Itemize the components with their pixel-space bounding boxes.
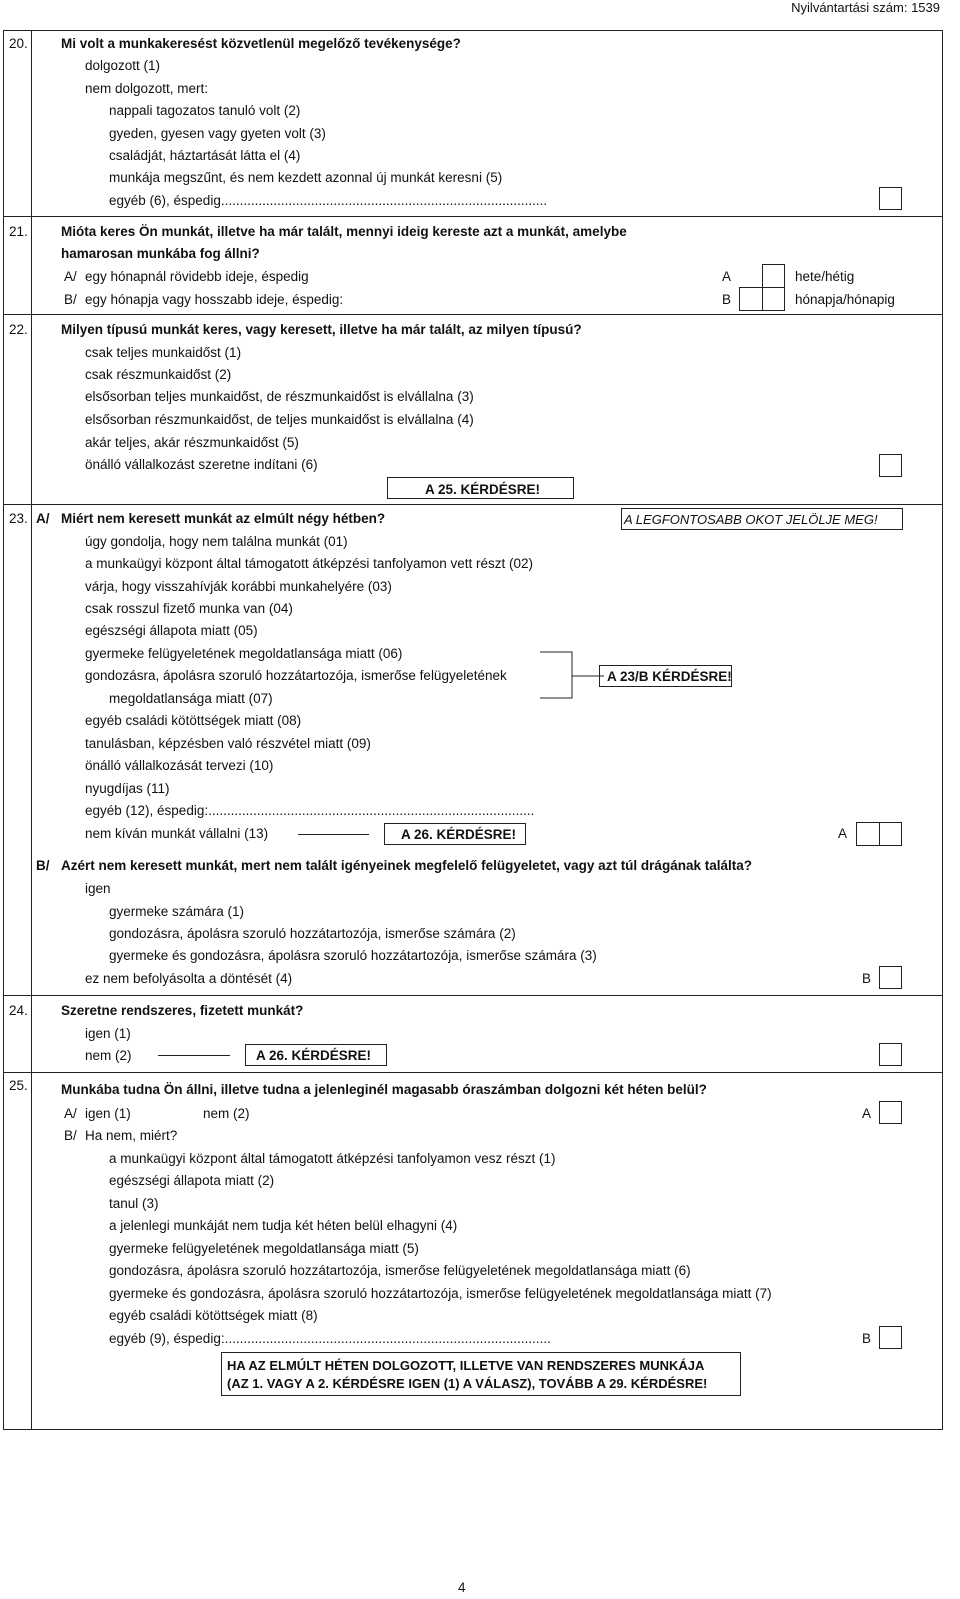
q25-b-option: gyermeke és gondozásra, ápolásra szoruló hozzátartozója, ismerőse felügyeletének megoldatlansága miatt (7) bbox=[109, 1286, 772, 1301]
q25-b-option: egyéb családi kötöttségek miatt (8) bbox=[109, 1308, 318, 1323]
q22-option: csak teljes munkaidőst (1) bbox=[85, 345, 242, 360]
q23-a-title: Miért nem keresett munkát az elmúlt négy hétben? bbox=[61, 511, 386, 526]
registry-number: Nyilvántartási szám: 1539 bbox=[791, 0, 940, 15]
q22-option: csak részmunkaidőst (2) bbox=[85, 367, 232, 382]
q25-final-note-line2: (AZ 1. VAGY A 2. KÉRDÉSRE IGEN (1) A VÁLASZ), TOVÁBB A 29. KÉRDÉSRE! bbox=[227, 1376, 708, 1391]
q23-option: nyugdíjas (11) bbox=[85, 781, 170, 796]
q25-b-option: egészségi állapota miatt (2) bbox=[109, 1173, 275, 1188]
q23-b-title: Azért nem keresett munkát, mert nem talált igényeinek megfelelő felügyeletet, vagy azt túl drágának találta? bbox=[61, 858, 752, 873]
q23-number: 23. bbox=[9, 511, 28, 526]
q23-a-box-2[interactable] bbox=[879, 822, 902, 846]
q23-b-option: gyermeke számára (1) bbox=[109, 904, 245, 919]
q25-a-prefix: A/ bbox=[64, 1106, 77, 1121]
q24-title: Szeretne rendszeres, fizetett munkát? bbox=[61, 1003, 304, 1018]
q25-a-box[interactable] bbox=[879, 1101, 902, 1124]
q20-option: családját, háztartását látta el (4) bbox=[109, 148, 301, 163]
q21-b-prefix: B/ bbox=[64, 292, 77, 307]
q22-option: elsősorban teljes munkaidőst, de részmunkaidőst is elvállalna (3) bbox=[85, 389, 474, 404]
q23-option: a munkaügyi központ által támogatott átképzési tanfolyamon vett részt (02) bbox=[85, 556, 533, 571]
q21-b-text: egy hónapja vagy hosszabb ideje, éspedig: bbox=[85, 292, 344, 307]
q23-b-prefix: B/ bbox=[36, 858, 50, 873]
q25-final-note-line1: HA AZ ELMÚLT HÉTEN DOLGOZOTT, ILLETVE VAN RENDSZERES MUNKÁJA bbox=[227, 1358, 705, 1373]
divider-23-24 bbox=[3, 995, 943, 996]
q25-a-yes: igen (1) bbox=[85, 1106, 131, 1121]
q24-number: 24. bbox=[9, 1003, 28, 1018]
q22-title: Milyen típusú munkát keres, vagy keresett, illetve ha már talált, az milyen típusú? bbox=[61, 322, 582, 337]
q21-a-unit: hete/hétig bbox=[795, 269, 855, 284]
q23-option: tanulásban, képzésben való részvétel miatt (09) bbox=[85, 736, 371, 751]
q25-a-no: nem (2) bbox=[203, 1106, 250, 1121]
q25-number: 25. bbox=[9, 1078, 28, 1093]
q23-b-box[interactable] bbox=[879, 966, 902, 989]
q20-answer-box[interactable] bbox=[879, 187, 902, 210]
q23-option: csak rosszul fizető munka van (04) bbox=[85, 601, 293, 616]
divider-21-22 bbox=[3, 314, 943, 315]
q22-number: 22. bbox=[9, 322, 28, 337]
q21-a-text: egy hónapnál rövidebb ideje, éspedig bbox=[85, 269, 309, 284]
q20-number: 20. bbox=[9, 36, 28, 51]
q20-option: egyéb (6), éspedig....................................................................................... bbox=[109, 193, 548, 208]
q23-a-prefix: A/ bbox=[36, 511, 50, 526]
q23-b-option: ez nem befolyásolta a döntését (4) bbox=[85, 971, 293, 986]
q21-title-line2: hamarosan munkába fog állni? bbox=[61, 246, 260, 261]
q23-a-code: A bbox=[838, 826, 848, 841]
q25-b-option: egyéb (9), éspedig:....................................................................................... bbox=[109, 1331, 551, 1346]
q21-number: 21. bbox=[9, 224, 28, 239]
q23-option: egyéb (12), éspedig:....................................................................................... bbox=[85, 803, 535, 818]
q25-b-option: a munkaügyi központ által támogatott átképzési tanfolyamon vesz részt (1) bbox=[109, 1151, 556, 1166]
q24-option: nem (2) bbox=[85, 1048, 132, 1063]
q25-b-option: tanul (3) bbox=[109, 1196, 159, 1211]
q25-a-code: A bbox=[862, 1106, 872, 1121]
q21-a-box[interactable] bbox=[762, 264, 785, 288]
q22-option: elsősorban részmunkaidőst, de teljes munkaidőst is elvállalna (4) bbox=[85, 412, 474, 427]
q23-b-option: igen bbox=[85, 881, 111, 896]
q25-b-prefix: B/ bbox=[64, 1128, 77, 1143]
q22-option: akár teljes, akár részmunkaidőst (5) bbox=[85, 435, 299, 450]
q24-arrow-line bbox=[158, 1055, 230, 1056]
q23-b-code: B bbox=[862, 971, 872, 986]
q25-title: Munkába tudna Ön állni, illetve tudna a jelenleginél magasabb óraszámban dolgozni két héten belül? bbox=[61, 1082, 707, 1097]
divider-20-21 bbox=[3, 216, 943, 217]
q20-title: Mi volt a munkakeresést közvetlenül megelőző tevékenysége? bbox=[61, 36, 461, 51]
q25-b-title: Ha nem, miért? bbox=[85, 1128, 178, 1143]
q23-13-arrow-line bbox=[298, 834, 369, 835]
q20-option: munkája megszűnt, és nem kezdett azonnal új munkát keresni (5) bbox=[109, 170, 503, 185]
q23-option: egyéb családi kötöttségek miatt (08) bbox=[85, 713, 302, 728]
q25-final-note bbox=[221, 1352, 741, 1396]
page-number: 4 bbox=[458, 1580, 466, 1595]
q21-b-box-1[interactable] bbox=[739, 287, 763, 311]
q23-bracket bbox=[540, 650, 606, 702]
number-column-divider bbox=[31, 30, 32, 1430]
q20-option: dolgozott (1) bbox=[85, 58, 161, 73]
q21-b-box-2[interactable] bbox=[762, 287, 785, 311]
q23-a-box-1[interactable] bbox=[856, 822, 880, 846]
divider-22-23 bbox=[3, 504, 943, 505]
q23-b-option: gondozásra, ápolásra szoruló hozzátartozója, ismerőse számára (2) bbox=[109, 926, 516, 941]
q25-b-option: gondozásra, ápolásra szoruló hozzátartozója, ismerőse felügyeletének megoldatlansága miatt (6) bbox=[109, 1263, 691, 1278]
divider-24-25 bbox=[3, 1072, 943, 1073]
q23-option: gondozásra, ápolásra szoruló hozzátartozója, ismerőse felügyeletének bbox=[85, 668, 507, 683]
q21-b-unit: hónapja/hónapig bbox=[795, 292, 895, 307]
q24-answer-box[interactable] bbox=[879, 1043, 902, 1066]
q20-option: nem dolgozott, mert: bbox=[85, 81, 209, 96]
q23-option: egészségi állapota miatt (05) bbox=[85, 623, 258, 638]
q22-skip-note: A 25. KÉRDÉSRE! bbox=[387, 477, 574, 499]
q22-answer-box[interactable] bbox=[879, 454, 902, 477]
q24-skip-note: A 26. KÉRDÉSRE! bbox=[245, 1044, 387, 1066]
q21-title-line1: Mióta keres Ön munkát, illetve ha már talált, mennyi ideig kereste azt a munkát, amelybe bbox=[61, 224, 627, 239]
q25-b-box[interactable] bbox=[879, 1326, 902, 1349]
q25-b-option: gyermeke felügyeletének megoldatlansága miatt (5) bbox=[109, 1241, 419, 1256]
q23-b-option: gyermeke és gondozásra, ápolásra szoruló hozzátartozója, ismerőse számára (3) bbox=[109, 948, 597, 963]
q23-instruction-note: A LEGFONTOSABB OKOT JELÖLJE MEG! bbox=[621, 508, 903, 530]
q22-option: önálló vállalkozást szeretne indítani (6) bbox=[85, 457, 318, 472]
q23-option: önálló vállalkozását tervezi (10) bbox=[85, 758, 274, 773]
q23-option-continued: megoldatlansága miatt (07) bbox=[109, 691, 273, 706]
q20-option: nappali tagozatos tanuló volt (2) bbox=[109, 103, 301, 118]
q21-a-prefix: A/ bbox=[64, 269, 77, 284]
q21-a-code: A bbox=[722, 269, 732, 284]
q25-b-code: B bbox=[862, 1331, 872, 1346]
q23-option: úgy gondolja, hogy nem találna munkát (01) bbox=[85, 534, 348, 549]
q23-option: gyermeke felügyeletének megoldatlansága miatt (06) bbox=[85, 646, 403, 661]
q23-option: nem kíván munkát vállalni (13) bbox=[85, 826, 269, 841]
q23-bracket-note: A 23/B KÉRDÉSRE! bbox=[599, 665, 732, 687]
q25-b-option: a jelenlegi munkáját nem tudja két héten belül elhagyni (4) bbox=[109, 1218, 458, 1233]
q23-13-skip-note: A 26. KÉRDÉSRE! bbox=[384, 823, 526, 845]
q21-b-code: B bbox=[722, 292, 732, 307]
q23-option: várja, hogy visszahívják korábbi munkahelyére (03) bbox=[85, 579, 392, 594]
q20-option: gyeden, gyesen vagy gyeten volt (3) bbox=[109, 126, 326, 141]
q24-option: igen (1) bbox=[85, 1026, 131, 1041]
